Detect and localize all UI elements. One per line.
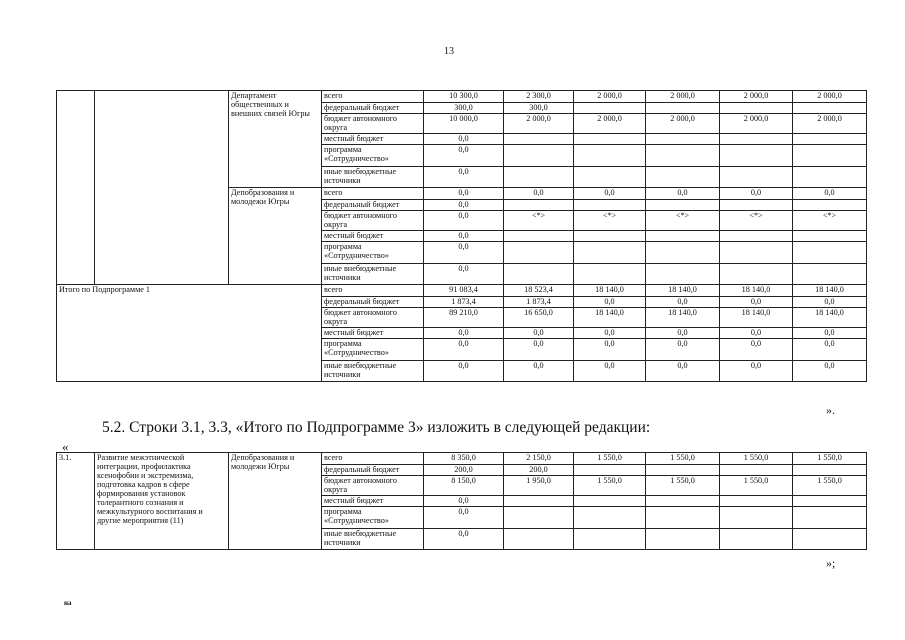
value-cell: [504, 264, 574, 285]
value-cell: [574, 496, 646, 507]
funding-source-cell: федеральный бюджет: [322, 103, 424, 114]
value-cell: 0,0: [504, 328, 574, 339]
value-cell: 0,0: [646, 297, 720, 308]
table-row: [57, 453, 867, 465]
value-cell: [574, 529, 646, 550]
value-cell: 0,0: [793, 188, 867, 200]
value-cell: [793, 200, 867, 211]
value-cell: [504, 242, 574, 264]
value-cell: 0,0: [574, 297, 646, 308]
value-cell: 0,0: [424, 328, 504, 339]
value-cell: 2 300,0: [504, 91, 574, 103]
value-cell: [793, 134, 867, 145]
funding-source-cell: федеральный бюджет: [322, 465, 424, 476]
value-cell: <*>: [720, 211, 793, 231]
value-cell: 0,0: [574, 328, 646, 339]
department-cell: Депобразования и молодежи Югры: [229, 453, 322, 550]
value-cell: 2 000,0: [574, 114, 646, 134]
value-cell: [646, 167, 720, 188]
value-cell: [574, 134, 646, 145]
value-cell: 0,0: [574, 339, 646, 361]
value-cell: <*>: [574, 211, 646, 231]
value-cell: [793, 496, 867, 507]
value-cell: 2 000,0: [793, 114, 867, 134]
funding-source-cell: местный бюджет: [322, 496, 424, 507]
value-cell: 300,0: [424, 103, 504, 114]
value-cell: 200,0: [504, 465, 574, 476]
value-cell: 0,0: [720, 361, 793, 382]
value-cell: [720, 264, 793, 285]
funding-table-subprogram-1: [56, 90, 867, 382]
value-cell: [504, 507, 574, 529]
value-cell: [646, 496, 720, 507]
value-cell: [646, 103, 720, 114]
funding-source-cell: всего: [322, 188, 424, 200]
value-cell: [793, 103, 867, 114]
value-cell: 91 083,4: [424, 285, 504, 297]
funding-source-cell: федеральный бюджет: [322, 200, 424, 211]
opening-quote: «: [62, 439, 69, 454]
value-cell: 18 140,0: [646, 308, 720, 328]
funding-source-cell: бюджет автономного округа: [322, 114, 424, 134]
table-row: [57, 285, 867, 297]
value-cell: [793, 231, 867, 242]
value-cell: 0,0: [720, 339, 793, 361]
funding-source-cell: иные внебюджетные источники: [322, 529, 424, 550]
closing-quote-1: ».: [826, 403, 835, 417]
value-cell: [574, 242, 646, 264]
value-cell: 0,0: [424, 242, 504, 264]
value-cell: 0,0: [424, 361, 504, 382]
funding-source-cell: местный бюджет: [322, 134, 424, 145]
funding-source-cell: всего: [322, 91, 424, 103]
value-cell: 1 550,0: [793, 453, 867, 465]
section-heading: 5.2. Строки 3.1, 3.3, «Итого по Подпрограмме 3» изложить в следующей редакции:: [102, 419, 651, 436]
value-cell: [793, 465, 867, 476]
value-cell: [720, 496, 793, 507]
activity-cell: [95, 91, 229, 285]
value-cell: 0,0: [424, 507, 504, 529]
value-cell: [793, 145, 867, 167]
value-cell: [646, 134, 720, 145]
value-cell: [504, 529, 574, 550]
funding-source-cell: иные внебюджетные источники: [322, 264, 424, 285]
table-body: [57, 91, 867, 382]
department-cell: Депобразования и молодежи Югры: [229, 188, 322, 285]
value-cell: 0,0: [646, 339, 720, 361]
value-cell: 0,0: [424, 211, 504, 231]
value-cell: 2 000,0: [793, 91, 867, 103]
value-cell: 0,0: [424, 339, 504, 361]
department-cell: Департамент общественных и внешних связей Югры: [229, 91, 322, 188]
value-cell: <*>: [646, 211, 720, 231]
value-cell: [720, 103, 793, 114]
value-cell: [504, 167, 574, 188]
value-cell: 0,0: [424, 145, 504, 167]
funding-source-cell: программа «Сотрудничество»: [322, 507, 424, 529]
value-cell: [720, 134, 793, 145]
value-cell: 1 550,0: [646, 476, 720, 496]
value-cell: 8 350,0: [424, 453, 504, 465]
funding-source-cell: программа «Сотрудничество»: [322, 339, 424, 361]
value-cell: 0,0: [646, 328, 720, 339]
value-cell: 300,0: [504, 103, 574, 114]
value-cell: 0,0: [574, 361, 646, 382]
value-cell: 0,0: [424, 529, 504, 550]
value-cell: [504, 231, 574, 242]
value-cell: 89 210,0: [424, 308, 504, 328]
value-cell: [720, 529, 793, 550]
value-cell: [646, 145, 720, 167]
funding-source-cell: местный бюджет: [322, 328, 424, 339]
funding-table-row-3-1: [56, 452, 867, 550]
value-cell: 200,0: [424, 465, 504, 476]
value-cell: [720, 507, 793, 529]
value-cell: 18 140,0: [793, 308, 867, 328]
value-cell: 0,0: [793, 339, 867, 361]
value-cell: <*>: [793, 211, 867, 231]
value-cell: 1 873,4: [504, 297, 574, 308]
funding-source-cell: бюджет автономного округа: [322, 476, 424, 496]
value-cell: [646, 465, 720, 476]
value-cell: 0,0: [424, 200, 504, 211]
value-cell: 18 140,0: [646, 285, 720, 297]
value-cell: 2 000,0: [720, 91, 793, 103]
total-label-cell: Итого по Подпрограмме 1: [57, 285, 322, 382]
funding-source-cell: программа «Сотрудничество»: [322, 145, 424, 167]
value-cell: 0,0: [720, 328, 793, 339]
value-cell: 16 650,0: [504, 308, 574, 328]
value-cell: [793, 167, 867, 188]
value-cell: [646, 529, 720, 550]
value-cell: [720, 145, 793, 167]
value-cell: 10 300,0: [424, 91, 504, 103]
value-cell: 0,0: [504, 361, 574, 382]
funding-source-cell: федеральный бюджет: [322, 297, 424, 308]
value-cell: [720, 242, 793, 264]
value-cell: [574, 231, 646, 242]
value-cell: [793, 507, 867, 529]
value-cell: 0,0: [574, 188, 646, 200]
value-cell: [646, 200, 720, 211]
funding-source-cell: программа «Сотрудничество»: [322, 242, 424, 264]
row-number-cell: [57, 91, 95, 285]
value-cell: [574, 103, 646, 114]
value-cell: 2 000,0: [720, 114, 793, 134]
value-cell: [504, 134, 574, 145]
value-cell: 18 140,0: [720, 308, 793, 328]
value-cell: 8 150,0: [424, 476, 504, 496]
value-cell: 18 140,0: [574, 308, 646, 328]
funding-source-cell: всего: [322, 285, 424, 297]
table-body: [57, 453, 867, 550]
value-cell: [574, 507, 646, 529]
value-cell: [574, 145, 646, 167]
value-cell: 10 000,0: [424, 114, 504, 134]
value-cell: 2 000,0: [646, 114, 720, 134]
value-cell: 0,0: [424, 231, 504, 242]
value-cell: 2 000,0: [504, 114, 574, 134]
value-cell: 1 550,0: [574, 453, 646, 465]
value-cell: 0,0: [646, 188, 720, 200]
value-cell: 0,0: [720, 297, 793, 308]
value-cell: [504, 145, 574, 167]
value-cell: 1 550,0: [720, 476, 793, 496]
value-cell: 0,0: [793, 361, 867, 382]
value-cell: 0,0: [424, 134, 504, 145]
value-cell: 1 550,0: [574, 476, 646, 496]
value-cell: 0,0: [424, 167, 504, 188]
value-cell: 2 000,0: [646, 91, 720, 103]
funding-source-cell: иные внебюджетные источники: [322, 167, 424, 188]
value-cell: 0,0: [504, 339, 574, 361]
funding-source-cell: местный бюджет: [322, 231, 424, 242]
value-cell: [720, 231, 793, 242]
value-cell: 2 150,0: [504, 453, 574, 465]
value-cell: [574, 264, 646, 285]
funding-source-cell: бюджет автономного округа: [322, 308, 424, 328]
value-cell: [646, 264, 720, 285]
value-cell: [793, 529, 867, 550]
value-cell: 0,0: [793, 297, 867, 308]
funding-source-cell: бюджет автономного округа: [322, 211, 424, 231]
activity-cell: Развитие межэтнической интеграции, профилактика ксенофобии и экстремизма, подготовка кадров в сфере формирования установок толерантного сознания и межкультурного воспитания и другие мероприятия (11): [95, 453, 229, 550]
value-cell: 1 550,0: [793, 476, 867, 496]
value-cell: 2 000,0: [574, 91, 646, 103]
value-cell: [504, 200, 574, 211]
value-cell: 18 523,4: [504, 285, 574, 297]
value-cell: 18 140,0: [793, 285, 867, 297]
value-cell: [574, 465, 646, 476]
footer-text: на: [64, 599, 72, 607]
value-cell: 0,0: [646, 361, 720, 382]
value-cell: [793, 264, 867, 285]
value-cell: 0,0: [793, 328, 867, 339]
value-cell: 18 140,0: [574, 285, 646, 297]
value-cell: 0,0: [424, 264, 504, 285]
value-cell: 0,0: [424, 188, 504, 200]
value-cell: [720, 167, 793, 188]
value-cell: [574, 167, 646, 188]
funding-source-cell: всего: [322, 453, 424, 465]
value-cell: 0,0: [424, 496, 504, 507]
table-row: [57, 91, 867, 103]
value-cell: 1 873,4: [424, 297, 504, 308]
value-cell: 1 950,0: [504, 476, 574, 496]
value-cell: 0,0: [720, 188, 793, 200]
row-number-cell: 3.1.: [57, 453, 95, 550]
value-cell: [574, 200, 646, 211]
value-cell: [646, 231, 720, 242]
value-cell: <*>: [504, 211, 574, 231]
page-number: 13: [444, 46, 454, 57]
closing-quote-2: »;: [826, 556, 836, 570]
funding-source-cell: иные внебюджетные источники: [322, 361, 424, 382]
value-cell: [504, 496, 574, 507]
value-cell: [720, 465, 793, 476]
value-cell: [646, 242, 720, 264]
value-cell: 0,0: [504, 188, 574, 200]
value-cell: 18 140,0: [720, 285, 793, 297]
value-cell: [720, 200, 793, 211]
value-cell: 1 550,0: [646, 453, 720, 465]
value-cell: 1 550,0: [720, 453, 793, 465]
value-cell: [646, 507, 720, 529]
value-cell: [793, 242, 867, 264]
